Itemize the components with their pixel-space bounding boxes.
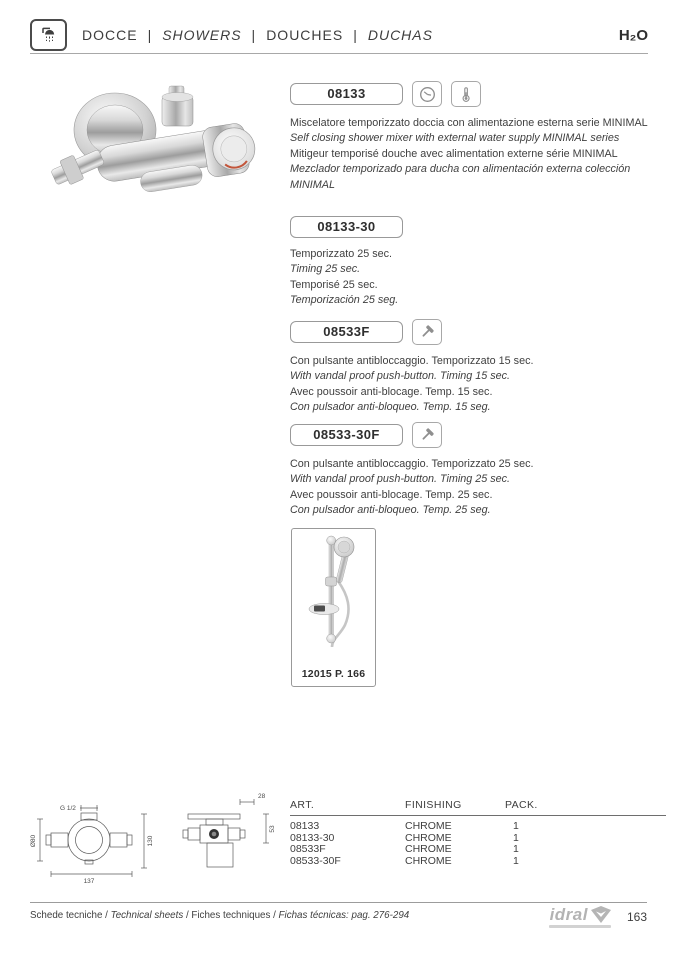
product-code-badge: 08533-30F <box>290 424 403 446</box>
product-descriptions <box>290 354 666 416</box>
vandal-proof-icon <box>418 426 436 444</box>
description-line: Temporización 25 seg. <box>290 294 399 307</box>
dim-diameter: Ø80 <box>30 834 37 848</box>
product-block-08533F <box>290 319 666 416</box>
shower-icon <box>39 26 59 44</box>
shower-kit-image <box>298 533 370 655</box>
dim-depth-side: 53 <box>269 825 276 833</box>
cell-art: 08133-30 <box>290 831 335 844</box>
description-line: Con pulsante antibloccaggio. Temporizzato 15 sec. <box>290 355 534 367</box>
footer-brand-area <box>549 906 647 928</box>
vandal-proof-feature <box>412 319 442 345</box>
product-block-08533-30F <box>290 422 666 519</box>
title-part-es: DUCHAS <box>367 27 433 43</box>
cell-pack: 1 <box>513 831 519 844</box>
table-header-row <box>290 799 666 811</box>
description-line: With vandal proof push-button. Timing 25 sec. <box>290 473 511 486</box>
cell-pack: 1 <box>513 843 519 856</box>
title-part-it: DOCCE <box>82 27 138 43</box>
description-line: Avec poussoir anti-blocage. Temp. 25 sec. <box>290 488 493 501</box>
title-part-en: SHOWERS <box>162 27 242 43</box>
thermometer-feature <box>451 81 481 107</box>
description-line: Con pulsador anti-bloqueo. Temp. 25 seg. <box>290 504 491 517</box>
dim-depth-top: 28 <box>258 793 266 800</box>
cell-finishing: CHROME <box>405 843 452 856</box>
description-line: Miscelatore temporizzato doccia con alimentazione esterna serie MINIMAL <box>290 117 648 129</box>
title-separator: | <box>251 27 257 43</box>
footer-note-es: Fichas técnicas: pag. 276-294 <box>278 910 410 921</box>
dim-thread: G 1/2 <box>60 805 76 812</box>
page-header <box>30 17 648 54</box>
product-code-badge: 08133-30 <box>290 216 403 238</box>
footer-note <box>30 910 409 921</box>
title-separator: | <box>147 27 153 43</box>
description-line: Mitigeur temporisé douche avec alimentation externe série MINIMAL <box>290 147 618 160</box>
title-part-fr: DOUCHES <box>266 27 344 43</box>
cell-finishing: CHROME <box>405 820 452 832</box>
description-line: Temporizzato 25 sec. <box>290 248 393 260</box>
h2o-label: H₂O <box>618 26 648 44</box>
product-code-badge: 08133 <box>290 83 403 105</box>
product-descriptions <box>290 457 666 519</box>
footer-divider <box>30 902 647 903</box>
footer-note-fr: / Fiches techniques / <box>183 910 279 921</box>
table-row <box>290 833 666 845</box>
description-line: Con pulsante antibloccaggio. Temporizzato 25 sec. <box>290 458 534 470</box>
description-line: Mezclador temporizado para ducha con alimentación externa colección MINIMAL <box>290 163 631 191</box>
title-separator: | <box>353 27 358 43</box>
cell-pack: 1 <box>513 854 519 867</box>
cell-finishing: CHROME <box>405 831 452 844</box>
table-row <box>290 844 666 856</box>
footer-note-en: Technical sheets <box>110 910 184 921</box>
brand-tagline-bar <box>549 925 611 928</box>
page-number: 163 <box>626 910 647 924</box>
brand-logo <box>549 906 611 928</box>
brand-wordmark: idral <box>549 905 588 924</box>
accessory-caption: 12015 P. 166 <box>301 668 366 680</box>
timer-icon <box>418 85 437 104</box>
vandal-proof-feature <box>412 422 442 448</box>
description-line: Temporisé 25 sec. <box>290 278 378 291</box>
brand-emblem-icon <box>591 906 611 923</box>
cell-finishing: CHROME <box>405 854 452 867</box>
spec-table <box>290 799 666 867</box>
cell-art: 08533F <box>290 843 326 856</box>
shower-category-icon <box>30 19 67 51</box>
description-line: Con pulsador anti-bloqueo. Temp. 15 seg. <box>290 401 491 414</box>
description-line: Timing 25 sec. <box>290 263 361 276</box>
product-descriptions <box>290 116 666 193</box>
dim-height: 130 <box>147 835 154 847</box>
header-finishing: FINISHING <box>405 799 462 811</box>
table-row <box>290 821 666 833</box>
timer-feature <box>412 81 442 107</box>
product-code-badge: 08533F <box>290 321 403 343</box>
product-descriptions <box>290 247 666 309</box>
description-line: Self closing shower mixer with external water supply MINIMAL series <box>290 132 620 145</box>
product-block-08133-30 <box>290 216 666 309</box>
product-block-08133 <box>290 81 666 193</box>
cell-art: 08533-30F <box>290 854 341 867</box>
table-row <box>290 856 666 868</box>
cell-pack: 1 <box>513 820 519 832</box>
header-pack: PACK. <box>505 799 538 811</box>
header-art: ART. <box>290 799 315 811</box>
vandal-proof-icon <box>418 323 436 341</box>
thermometer-icon <box>457 85 475 104</box>
accessory-kit-box <box>291 528 376 687</box>
table-divider <box>290 815 666 816</box>
page-title <box>82 27 433 43</box>
description-line: Avec poussoir anti-blocage. Temp. 15 sec. <box>290 385 493 398</box>
footer-note-it: Schede tecniche / <box>30 910 111 921</box>
product-photo <box>45 78 265 223</box>
description-line: With vandal proof push-button. Timing 15 sec. <box>290 370 511 383</box>
technical-drawing <box>26 784 280 893</box>
dim-width: 137 <box>83 878 95 885</box>
cell-art: 08133 <box>290 820 320 832</box>
